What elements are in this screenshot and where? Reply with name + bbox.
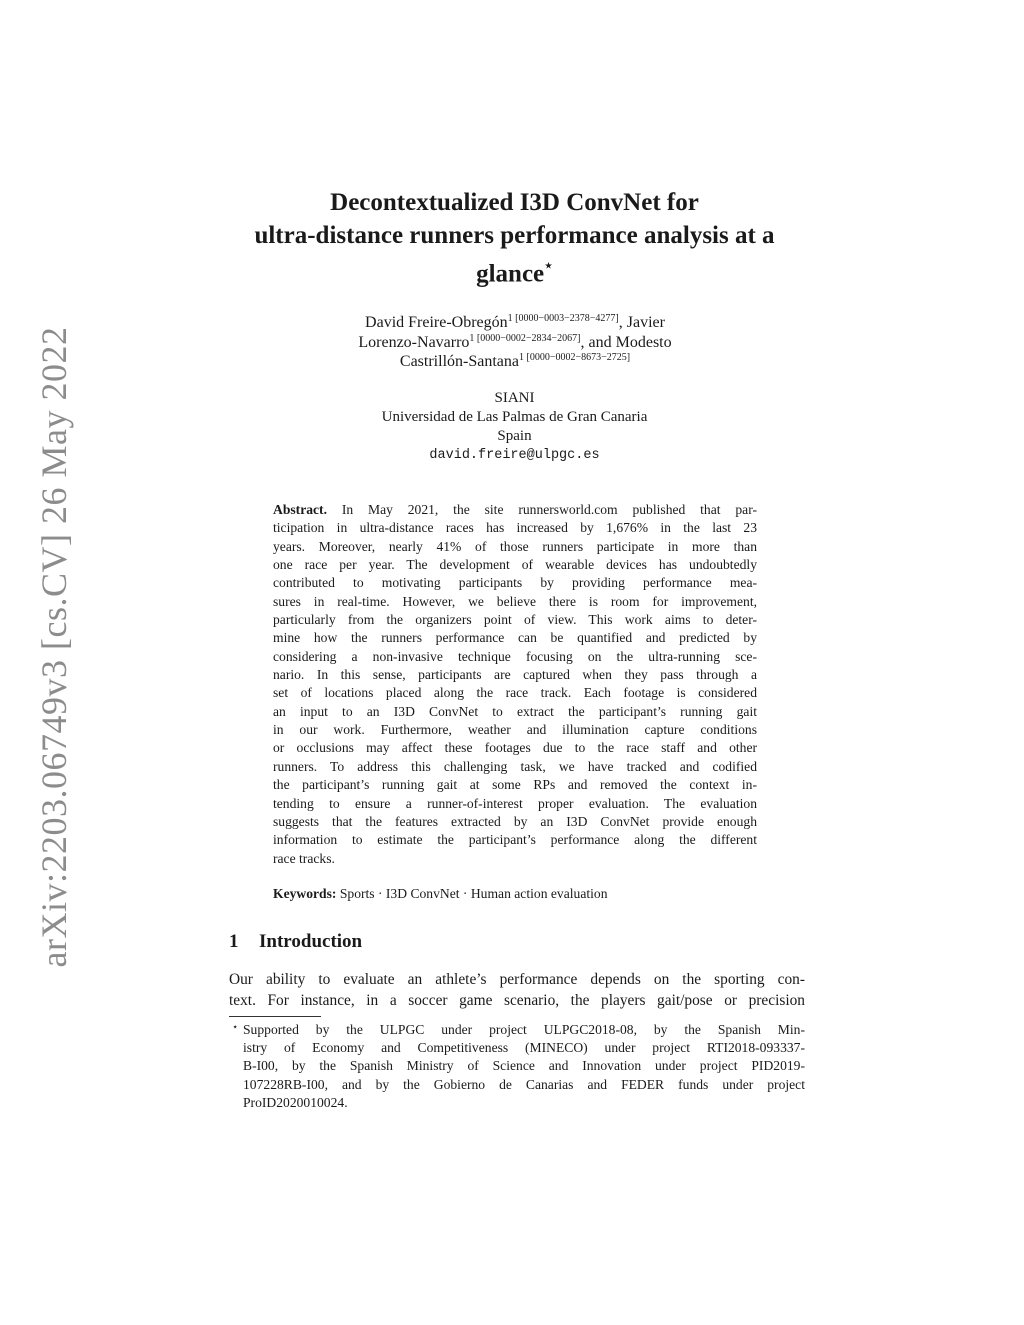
footnote-line: istry of Economy and Competitiveness (MINECO) under project RTI2018-093337- xyxy=(243,1040,805,1056)
abstract-label: Abstract. xyxy=(273,502,327,517)
author-email: david.freire@ulpgc.es xyxy=(429,448,600,463)
abstract-line: ticipation in ultra-distance races has increased by 1,676% in the last 23 xyxy=(273,520,757,536)
abstract-line: considering a non-invasive technique focusing on the ultra-running sce- xyxy=(273,648,757,664)
abstract-line: an input to an I3D ConvNet to extract the participant’s running gait xyxy=(273,703,757,719)
title-line-2: ultra-distance runners performance analysis at a xyxy=(254,222,775,249)
abstract-line: particularly from the organizers point of view. This work aims to deter- xyxy=(273,612,757,628)
abstract-line: or occlusions may affect these footages due to the race staff and other xyxy=(273,740,757,756)
footnote-line: B-I00, by the Spanish Ministry of Science and Innovation under project PID2019- xyxy=(243,1058,805,1074)
author-name: Lorenzo-Navarro xyxy=(358,333,470,351)
section-title: Introduction xyxy=(259,931,363,952)
author-list xyxy=(240,313,790,372)
abstract-line: sures in real-time. However, we believe there is room for improvement, xyxy=(273,593,757,609)
section-heading xyxy=(229,931,362,953)
abstract-line: race tracks. xyxy=(273,850,335,866)
author-separator: , Javier xyxy=(618,314,665,331)
introduction-text xyxy=(229,970,805,1011)
footnote-line: 107228RB-I00, and by the Gobierno de Canarias and FEDER funds under project xyxy=(243,1076,805,1092)
abstract xyxy=(273,501,757,868)
author-orcid: 1 [0000−0003−2378−4277] xyxy=(507,313,619,324)
abstract-line: mine how the runners performance can be quantified and predicted by xyxy=(273,630,757,646)
author-name: David Freire-Obregón xyxy=(365,314,508,331)
author-separator: , and Modesto xyxy=(580,333,672,351)
affiliation-university: Universidad de Las Palmas de Gran Canaria xyxy=(381,409,648,425)
abstract-line: set of locations placed along the race track. Each footage is considered xyxy=(273,685,757,701)
abstract-line: contributed to motivating participants by providing performance mea- xyxy=(273,575,757,591)
affiliation-country: Spain xyxy=(497,428,532,444)
footnote-mark: ⋆ xyxy=(232,1022,239,1033)
abstract-line: tending to ensure a runner-of-interest proper evaluation. The evaluation xyxy=(273,795,757,811)
footnote xyxy=(229,1021,805,1112)
abstract-line: one race per year. The development of wearable devices has undoubtedly xyxy=(273,557,757,573)
affiliation-org: SIANI xyxy=(494,390,535,406)
abstract-line: suggests that the features extracted by an I3D ConvNet provide enough xyxy=(273,813,757,829)
keywords-label: Keywords: xyxy=(273,886,337,901)
paper-title xyxy=(212,186,817,290)
author-orcid: 1 [0000−0002−8673−2725] xyxy=(519,352,631,363)
body-line: Our ability to evaluate an athlete’s performance depends on the sporting con- xyxy=(229,971,805,988)
footnote-line: ProID2020010024. xyxy=(243,1094,348,1110)
author-orcid: 1 [0000−0002−2834−2067] xyxy=(469,332,581,344)
abstract-line: runners. To address this challenging task, we have tracked and codified xyxy=(273,758,757,774)
author-name: Castrillón-Santana xyxy=(399,353,519,370)
abstract-line: information to estimate the participant’s performance along the different xyxy=(273,832,757,848)
keywords xyxy=(273,885,757,903)
abstract-line: in our work. Furthermore, weather and illumination capture conditions xyxy=(273,722,757,738)
title-line-1: Decontextualized I3D ConvNet for xyxy=(330,189,699,216)
abstract-line: years. Moreover, nearly 41% of those runners participate in more than xyxy=(273,538,757,554)
footnote-rule xyxy=(229,1016,321,1017)
arxiv-identifier-stamp: arXiv:2203.06749v3 [cs.CV] 26 May 2022 xyxy=(34,326,74,968)
footnote-line: Supported by the ULPGC under project ULPGC2018-08, by the Spanish Min- xyxy=(243,1022,805,1037)
abstract-line: the participant’s running gait at some RPs and removed the context in- xyxy=(273,777,757,793)
title-line-3: glance xyxy=(476,260,545,288)
affiliation-block xyxy=(262,389,767,465)
abstract-line: nario. In this sense, participants are captured when they pass through a xyxy=(273,667,757,683)
section-number: 1 xyxy=(229,931,239,952)
abstract-line: In May 2021, the site runnersworld.com published that par- xyxy=(326,502,757,517)
keywords-text: Sports · I3D ConvNet · Human action evaluation xyxy=(336,886,608,901)
body-line: text. For instance, in a soccer game scenario, the players gait/pose or precision xyxy=(229,991,805,1009)
title-footnote-mark: ⋆ xyxy=(544,259,553,274)
